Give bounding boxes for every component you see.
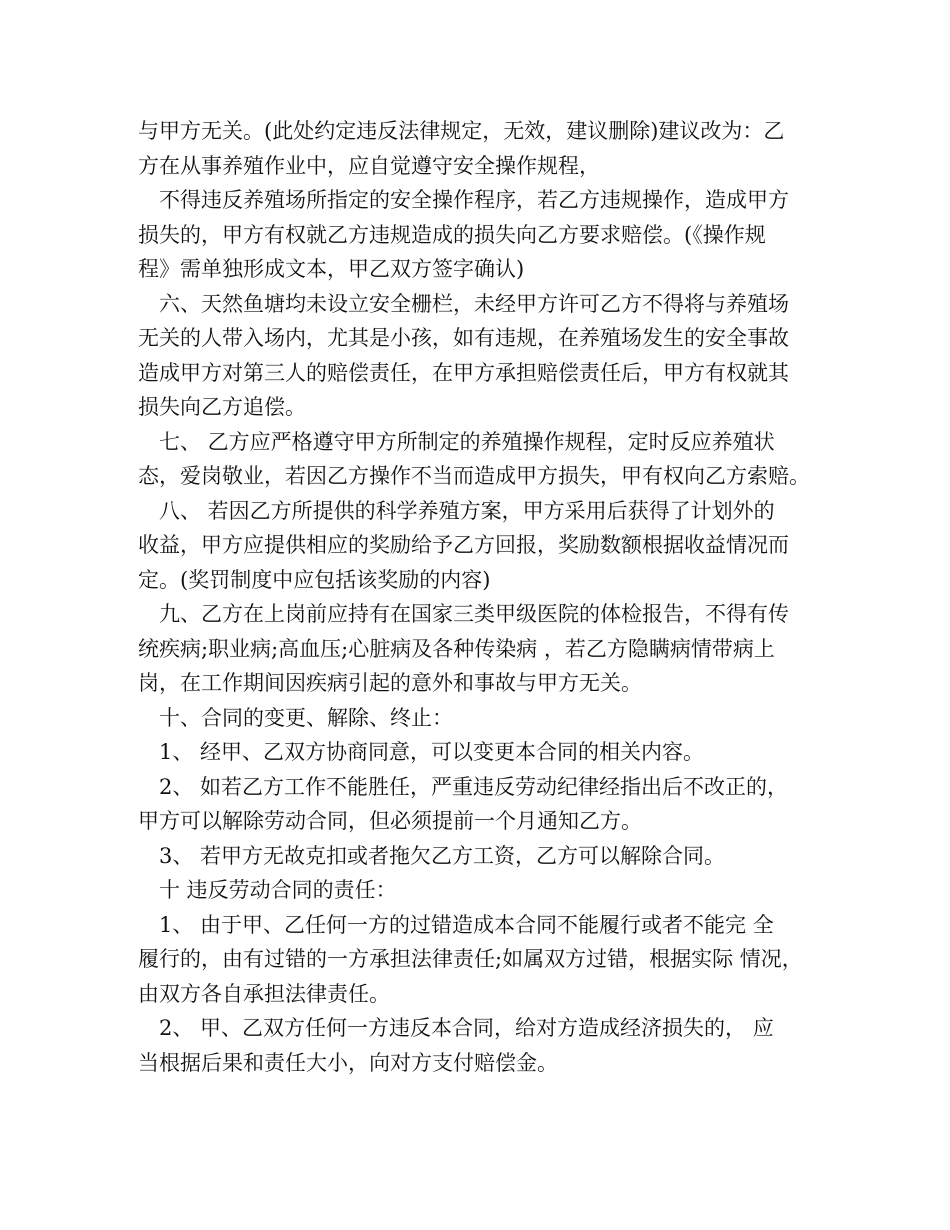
text-line: 损失的，甲方有权就乙方违规造成的损失向乙方要求赔偿。(《操作规 (138, 222, 766, 247)
text-line: 方在从事养殖作业中，应自觉遵守安全操作规程， (138, 153, 600, 178)
text-line: 1、 经甲、乙双方协商同意，可以变更本合同的相关内容。 (159, 740, 705, 764)
text-line: 定。(奖罚制度中应包括该奖励的内容) (138, 567, 491, 592)
text-line: 程》需单独形成文本，甲乙双方签字确认) (138, 257, 525, 281)
text-line: 十、合同的变更、解除、终止： (159, 705, 453, 730)
text-line: 造成甲方对第三人的赔偿责任，在甲方承担赔偿责任后，甲方有权就其 (138, 360, 789, 385)
text-line: 1、 由于甲、乙任何一方的过错造成本合同不能履行或者不能完 全 (159, 912, 774, 937)
text-line: 损失向乙方追偿。 (138, 395, 306, 419)
text-line: 岗，在工作期间因疾病引起的意外和事故与甲方无关。 (138, 671, 642, 695)
text-line: 六、天然鱼塘均未设立安全栅栏，未经甲方许可乙方不得将与养殖场 (159, 291, 789, 316)
document-body (138, 114, 838, 1080)
text-line: 态，爱岗敬业，若因乙方操作不当而造成甲方损失，甲有权向乙方索赔。 (138, 464, 810, 488)
text-line: 七、 乙方应严格遵守甲方所制定的养殖操作规程，定时反应养殖状 (159, 429, 775, 454)
text-line: 统疾病;职业病;高血压;心脏病及各种传染病 ，若乙方隐瞒病情带病上 (138, 636, 775, 661)
text-line: 2、 甲、乙双方任何一方违反本合同，给对方造成经济损失的， 应 (159, 1016, 774, 1040)
text-line: 甲方可以解除劳动合同，但必须提前一个月通知乙方。 (138, 809, 642, 833)
text-line: 不得违反养殖场所指定的安全操作程序，若乙方违规操作，造成甲方 (159, 188, 789, 212)
text-line: 由双方各自承担法律责任。 (138, 981, 390, 1006)
text-line: 无关的人带入场内，尤其是小孩，如有违规，在养殖场发生的安全事故 (138, 326, 789, 350)
text-line: 履行的，由有过错的一方承担法律责任;如属双方过错，根据实际 情况， (138, 947, 803, 971)
text-line: 收益，甲方应提供相应的奖励给予乙方回报，奖励数额根据收益情况而 (138, 533, 789, 557)
text-line: 八、 若因乙方所提供的科学养殖方案，甲方采用后获得了计划外的 (159, 498, 775, 523)
text-line: 十 违反劳动合同的责任： (159, 878, 397, 902)
text-line: 当根据后果和责任大小，向对方支付赔偿金。 (138, 1050, 558, 1075)
text-line: 2、 如若乙方工作不能胜任，严重违反劳动纪律经指出后不改正的， (159, 774, 789, 799)
text-line: 九、乙方在上岗前应持有在国家三类甲级医院的体检报告，不得有传 (159, 602, 789, 626)
text-line: 3、 若甲方无故克扣或者拖欠乙方工资，乙方可以解除合同。 (159, 843, 726, 868)
text-line: 与甲方无关。(此处约定违反法律规定，无效，建议删除)建议改为：乙 (138, 119, 785, 143)
